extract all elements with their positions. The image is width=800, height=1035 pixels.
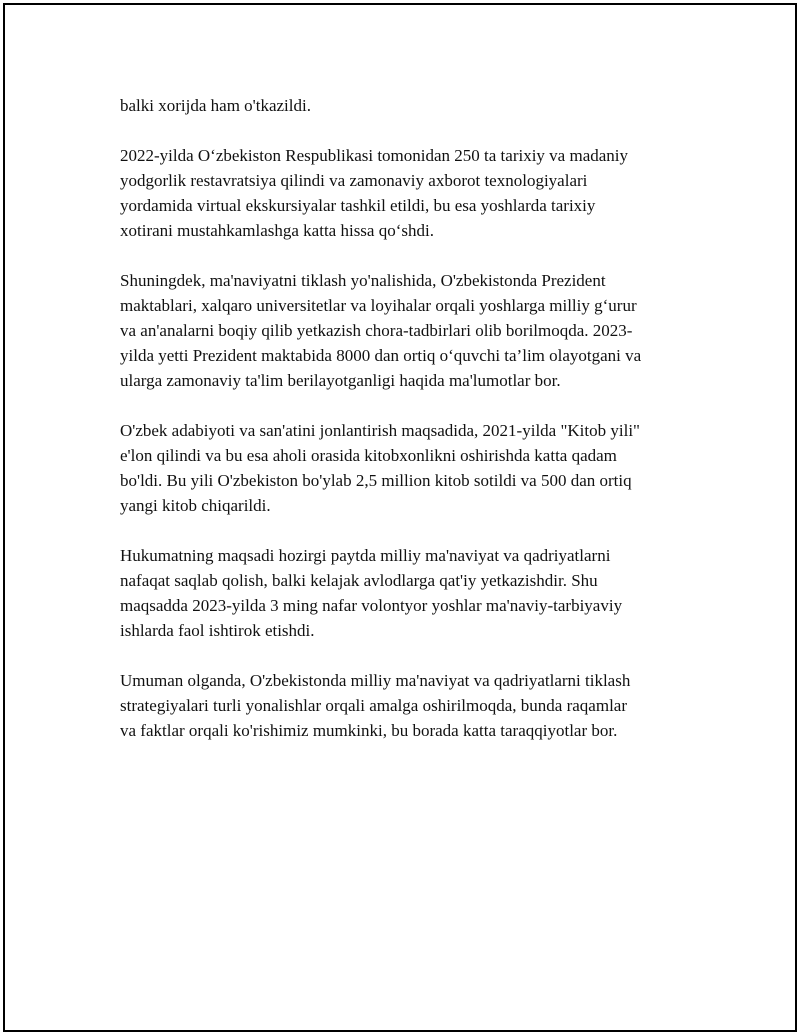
paragraph-5: Hukumatning maqsadi hozirgi paytda milliy ma'naviyat va qadriyatlarni nafaqat saqlab qolish, balki kelajak avlodlarga qat'iy yetkazishdir. Shu maqsadda 2023-yilda 3 ming nafar volontyor yoshlar ma'naviy-tarbiyaviy ishlarda faol ishtirok etishdi. [120,546,623,640]
document-page [3,3,797,1032]
paragraph-4: O'zbek adabiyoti va san'atini jonlantirish maqsadida, 2021-yilda "Kitob yili" e'lon qilindi va bu esa aholi orasida kitobxonlikni oshirishda katta qadam bo'ldi. Bu yili O'zbekiston bo'ylab 2,5 million kitob sotildi va 500 dan ortiq yangi kitob chiqarildi. [120,421,640,515]
paragraph-1: balki xorijda ham o'tkazildi. [120,96,311,115]
paragraph-3: Shuningdek, ma'naviyatni tiklash yo'nalishida, O'zbekistonda Prezident maktablari, xalqaro universitetlar va loyihalar orqali yoshlarga milliy g‘urur va an'analarni boqiy qilib yetkazish chora-tadbirlari olib borilmoqda. 2023- yilda yetti Prezident maktabida 8000 dan ortiq o‘quvchi ta’lim olayotgani va ularga zamonaviy ta'lim berilayotganligi haqida ma'lumotlar bor. [120,271,642,390]
document-body [120,93,700,768]
paragraph-2: 2022-yilda O‘zbekiston Respublikasi tomonidan 250 ta tarixiy va madaniy yodgorlik restavratsiya qilindi va zamonaviy axborot texnologiyalari yordamida virtual ekskursiyalar tashkil etildi, bu esa yoshlarda tarixiy xotirani mustahkamlashga katta hissa qo‘shdi. [120,146,629,240]
paragraph-6: Umuman olganda, O'zbekistonda milliy ma'naviyat va qadriyatlarni tiklash strategiyalari turli yonalishlar orqali amalga oshirilmoqda, bunda raqamlar va faktlar orqali ko'rishimiz mumkinki, bu borada katta taraqqiyotlar bor. [120,671,631,740]
